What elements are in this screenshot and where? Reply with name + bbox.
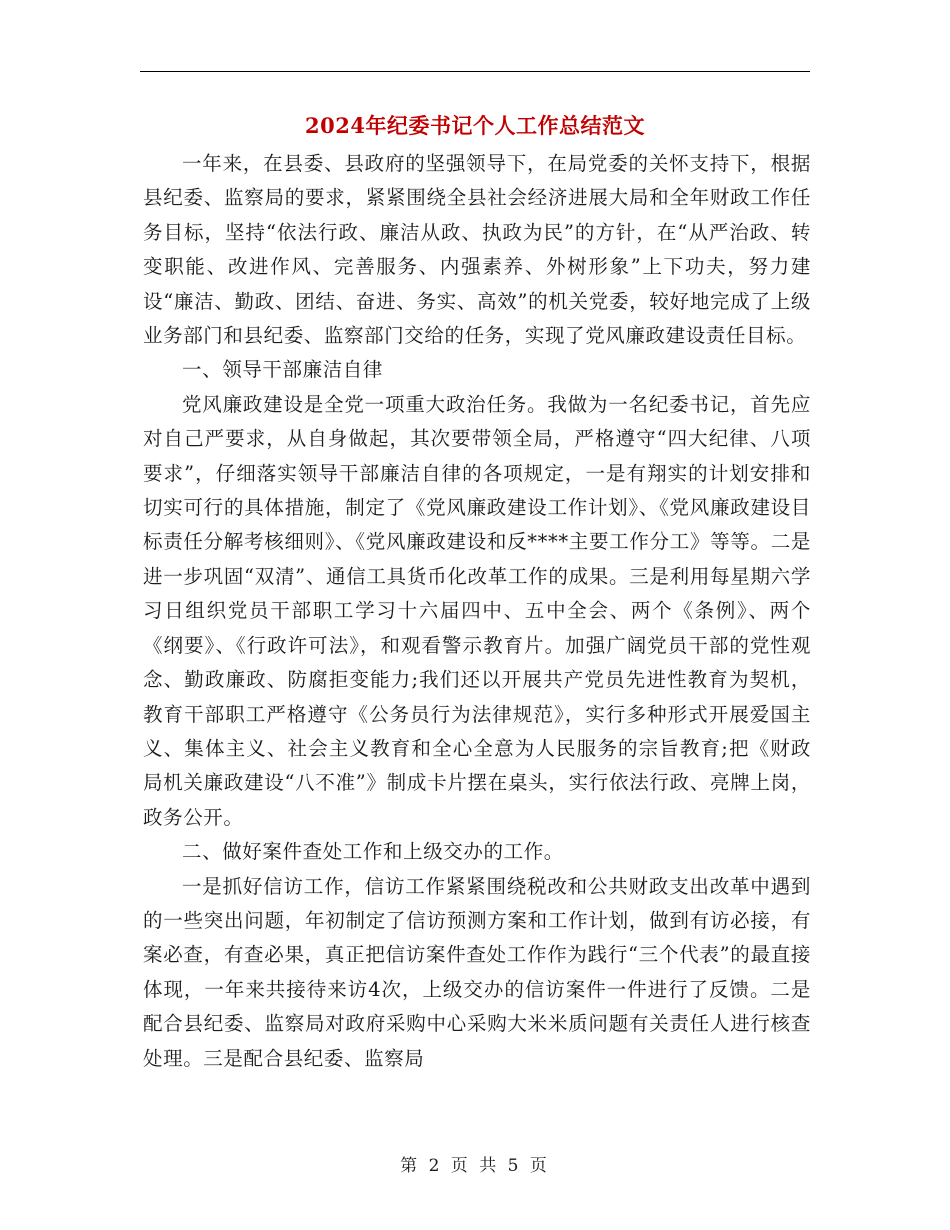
paragraph-section-1: 党风廉政建设是全党一项重大政治任务。我做为一名纪委书记，首先应对自己严要求，从自身做起，其次要带领全局，严格遵守“四大纪律、八项要求”，仔细落实领导干部廉洁自律的各项规定，一是有翔实的计划安排和切实可行的具体措施，制定了《党风廉政建设工作计划》、《党风廉政建设目标责任分解考核细则》、《党风廉政建设和反****主要工作分工》等等。二是进一步巩固“双清”、通信工具货币化改革工作的成果。三是利用每星期六学习日组织党员干部职工学习十六届四中、五中全会、两个《条例》、两个《纲要》、《行政许可法》，和观看警示教育片。加强广阔党员干部的党性观念、勤政廉政、防腐拒变能力;我们还以开展共产党员先进性教育为契机，教育干部职工严格遵守《公务员行为法律规范》，实行多种形式开展爱国主义、集体主义、社会主义教育和全心全意为人民服务的宗旨教育;把《财政局机关廉政建设“八不准”》制成卡片摆在桌头，实行依法行政、亮牌上岗，政务公开。 (143, 392, 811, 829)
section-heading-2: 二、做好案件查处工作和上级交办的工作。 (182, 840, 564, 864)
section-heading-1: 一、领导干部廉洁自律 (182, 358, 384, 382)
page-number-footer: 第 2 页 共 5 页 (400, 1156, 550, 1176)
document-title: 2024年纪委书记个人工作总结范文 (305, 113, 645, 138)
paragraph-intro: 一年来，在县委、县政府的坚强领导下，在局党委的关怀支持下，根据县纪委、监察局的要求，紧紧围绕全县社会经济进展大局和全年财政工作任务目标，坚持“依法行政、廉洁从政、执政为民”的方针，在“从严治政、转变职能、改进作风、完善服务、内强素养、外树形象”上下功夫，努力建设“廉洁、勤政、团结、奋进、务实、高效”的机关党委，较好地完成了上级业务部门和县纪委、监察部门交给的任务，实现了党风廉政建设责任目标。 (143, 152, 811, 348)
paragraph-section-2: 一是抓好信访工作，信访工作紧紧围绕税改和公共财政支出改革中遇到的一些突出问题，年初制定了信访预测方案和工作计划，做到有访必接，有案必查，有查必果，真正把信访案件查处工作作为践行“三个代表”的最直接体现，一年来共接待来访4次，上级交办的信访案件一件进行了反馈。二是配合县纪委、监察局对政府采购中心采购大米米质问题有关责任人进行核查处理。三是配合县纪委、监察局 (143, 874, 811, 1070)
document-body (143, 147, 811, 1076)
header-rule (140, 71, 810, 72)
